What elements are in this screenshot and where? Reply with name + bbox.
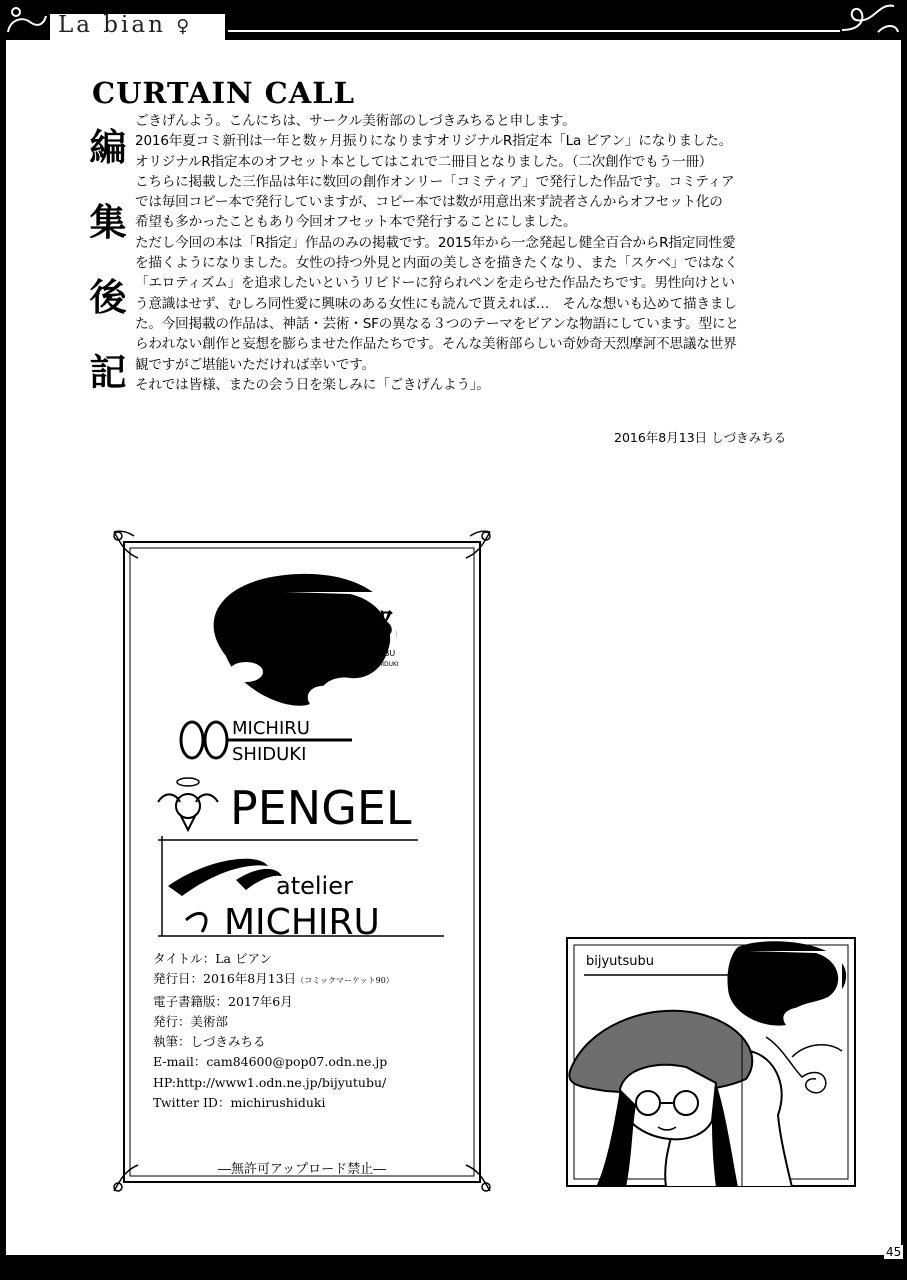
afterword-line: 「エロティズム」を追求したいというリビドーに狩られペンを走らせた作品たちです。男性向けとい [135, 275, 735, 292]
afterword-line: こちらに掲載した三作品は年に数回の創作オンリー「コミティア」で発行した作品です。コミティア [135, 173, 735, 190]
afterword-line: う意識はせず、むしろ同性愛に興味のある女性にも読んで貰えれば… そんな想いも込めて描きまし [135, 295, 737, 312]
page-frame-left [0, 40, 6, 1255]
vertical-char: 編 [89, 125, 127, 169]
vertical-char: 記 [89, 350, 127, 394]
ad-kanji: 美術部 [752, 958, 828, 987]
afterword-signature: 2016年8月13日 しづきみちる [614, 430, 787, 445]
vertical-char: 後 [89, 275, 127, 319]
colophon-ebook: 電子書籍版：2017年6月 [153, 993, 293, 1009]
afterword-line: らわれない創作と妄想を膨らませた作品たちです。そんな美術部らしい奇妙奇天烈摩訶不思議な世界 [135, 336, 737, 353]
afterword-line: ただし今回の本は「R指定」作品のみの掲載です。2015年から一念発起し健全百合からR指定同性愛 [135, 234, 736, 251]
michiru-line2: SHIDUKI [232, 744, 307, 765]
palette-kanji: 美術部 [300, 608, 393, 644]
michiru-line1: MICHIRU [232, 718, 310, 739]
atelier-michiru-logo [158, 836, 448, 946]
ad-label: bijyutsubu [586, 954, 655, 969]
colophon-hp: HP:http://www1.odn.ne.jp/bijyutubu/ [153, 1074, 387, 1090]
afterword-vertical-title [88, 110, 128, 410]
afterword-line: ごきげんよう。こんにちは、サークル美術部のしづきみちると申します。 [135, 113, 576, 129]
afterword-line: 観ですがご堪能いただければ幸いです。 [135, 356, 375, 373]
colophon-issue-row [153, 969, 473, 991]
afterword-title: CURTAIN CALL [92, 76, 355, 110]
michiru-shiduki-logo [176, 710, 366, 770]
colophon-title: タイトル：La ビアン [153, 951, 272, 966]
afterword-line: た。今回掲載の作品は、神話・芸術・SFの異なる３つのテーマをビアンな物語にしています。型にと [135, 315, 739, 332]
colophon-footer: ―無許可アップロード禁止― [218, 1162, 387, 1177]
vertical-char: 集 [89, 200, 127, 244]
header-title: La bian ♀ [58, 12, 193, 38]
palette-romaji: BIJUTSUBU [352, 649, 396, 658]
pengel-logo [152, 772, 442, 832]
colophon-author: 執筆：しづきみちる [153, 1034, 266, 1050]
atelier-text: atelier [276, 872, 353, 900]
palette-name: MICHIRU SHIDUKI [346, 661, 399, 668]
colophon-twitter: Twitter ID：michirushiduki [153, 1095, 326, 1111]
colophon-email: E-mail：cam84600@pop07.odn.ne.jp [153, 1054, 388, 1070]
colophon-text [153, 949, 473, 1113]
colophon-publisher: 発行：美術部 [153, 1013, 229, 1029]
page-frame-bottom [0, 1255, 907, 1280]
afterword-line: 希望も多かったこともあり今回オフセット本で発行することにしました。 [135, 214, 577, 231]
palette-logo [200, 570, 400, 710]
afterword-line: を描くようになりました。女性の持つ外見と内面の美しさを描きたくなり、また「スケベ」ではなく [135, 255, 738, 272]
header-flourish-right-icon [838, 2, 904, 38]
header-flourish-left-icon [2, 2, 50, 38]
atelier-name-text: MICHIRU [224, 902, 380, 943]
page-frame-right [901, 40, 907, 1255]
ad-illustration-box [566, 937, 856, 1187]
header-rule [228, 30, 840, 32]
afterword-body [135, 111, 840, 395]
afterword-line: オリジナルR指定本のオフセット本としてはこれで二冊目となりました。（二次創作でもう一冊） [135, 153, 713, 170]
title-ornament-icon: ♀ [176, 16, 193, 37]
colophon-issue-note: （コミックマーケット90） [296, 976, 394, 986]
afterword-line: では毎回コピー本で発行していますが、コピー本では数が用意出来ず読者さんからオフセット化の [135, 194, 723, 211]
afterword-line: それでは皆様、またの会う日を楽しみに「ごきげんよう」。 [135, 376, 490, 393]
pengel-text: PENGEL [230, 781, 412, 832]
page-number: 45 [886, 1245, 902, 1259]
afterword-line: 2016年夏コミ新刊は一年と数ヶ月振りになりますオリジナルR指定本「La ビアン」になりました。 [135, 133, 733, 150]
colophon-issue: 発行日：2016年8月13日 [153, 971, 297, 987]
